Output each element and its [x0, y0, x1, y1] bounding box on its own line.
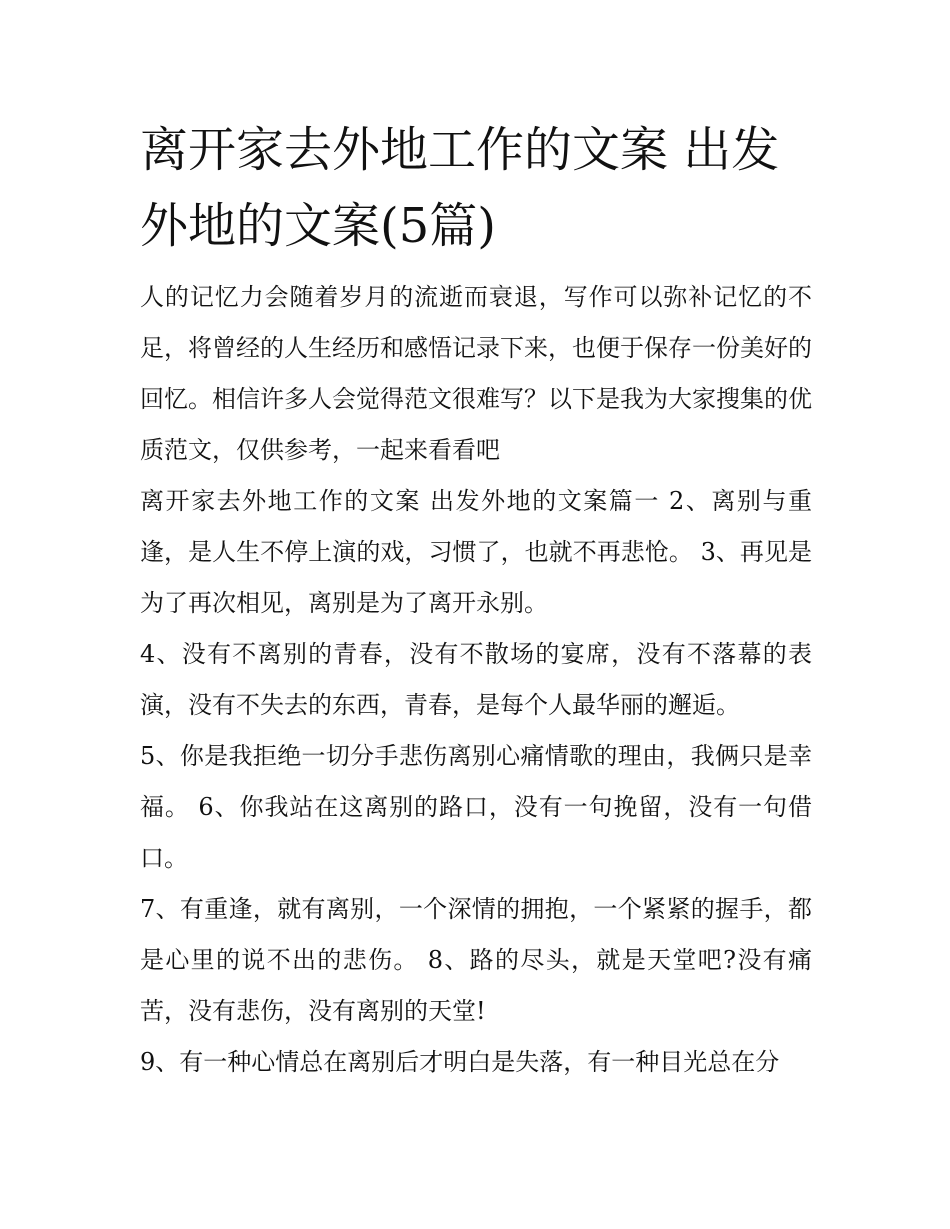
paragraph-item-5-6: 5、你是我拒绝一切分手悲伤离别心痛情歌的理由，我俩只是幸福。 6、你我站在这离别的路口，没有一句挽留，没有一句借口。 — [140, 742, 812, 872]
paragraph-intro: 人的记忆力会随着岁月的流逝而衰退，写作可以弥补记忆的不足，将曾经的人生经历和感悟记录下来，也便于保存一份美好的回忆。相信许多人会觉得范文很难写？以下是我为大家搜集的优质范文，仅供参考，一起来看看吧 — [140, 283, 812, 464]
page-title: 离开家去外地工作的文案 出发外地的文案(5篇) — [140, 122, 780, 254]
paragraph-section-1: 离开家去外地工作的文案 出发外地的文案篇一 2、离别与重逢，是人生不停上演的戏，习惯了，也就不再悲怆。 3、再见是为了再次相见，离别是为了离开永别。 — [140, 487, 812, 617]
paragraph-item-9: 9、有一种心情总在离别后才明白是失落，有一种目光总在分 — [140, 1048, 780, 1076]
paragraph-item-4: 4、没有不离别的青春，没有不散场的宴席，没有不落幕的表演，没有不失去的东西，青春，是每个人最华丽的邂逅。 — [140, 640, 812, 719]
paragraph-item-7-8: 7、有重逢，就有离别，一个深情的拥抱，一个紧紧的握手，都是心里的说不出的悲伤。 8、路的尽头，就是天堂吧?没有痛苦，没有悲伤，没有离别的天堂! — [140, 895, 812, 1025]
document-page — [140, 112, 812, 1088]
